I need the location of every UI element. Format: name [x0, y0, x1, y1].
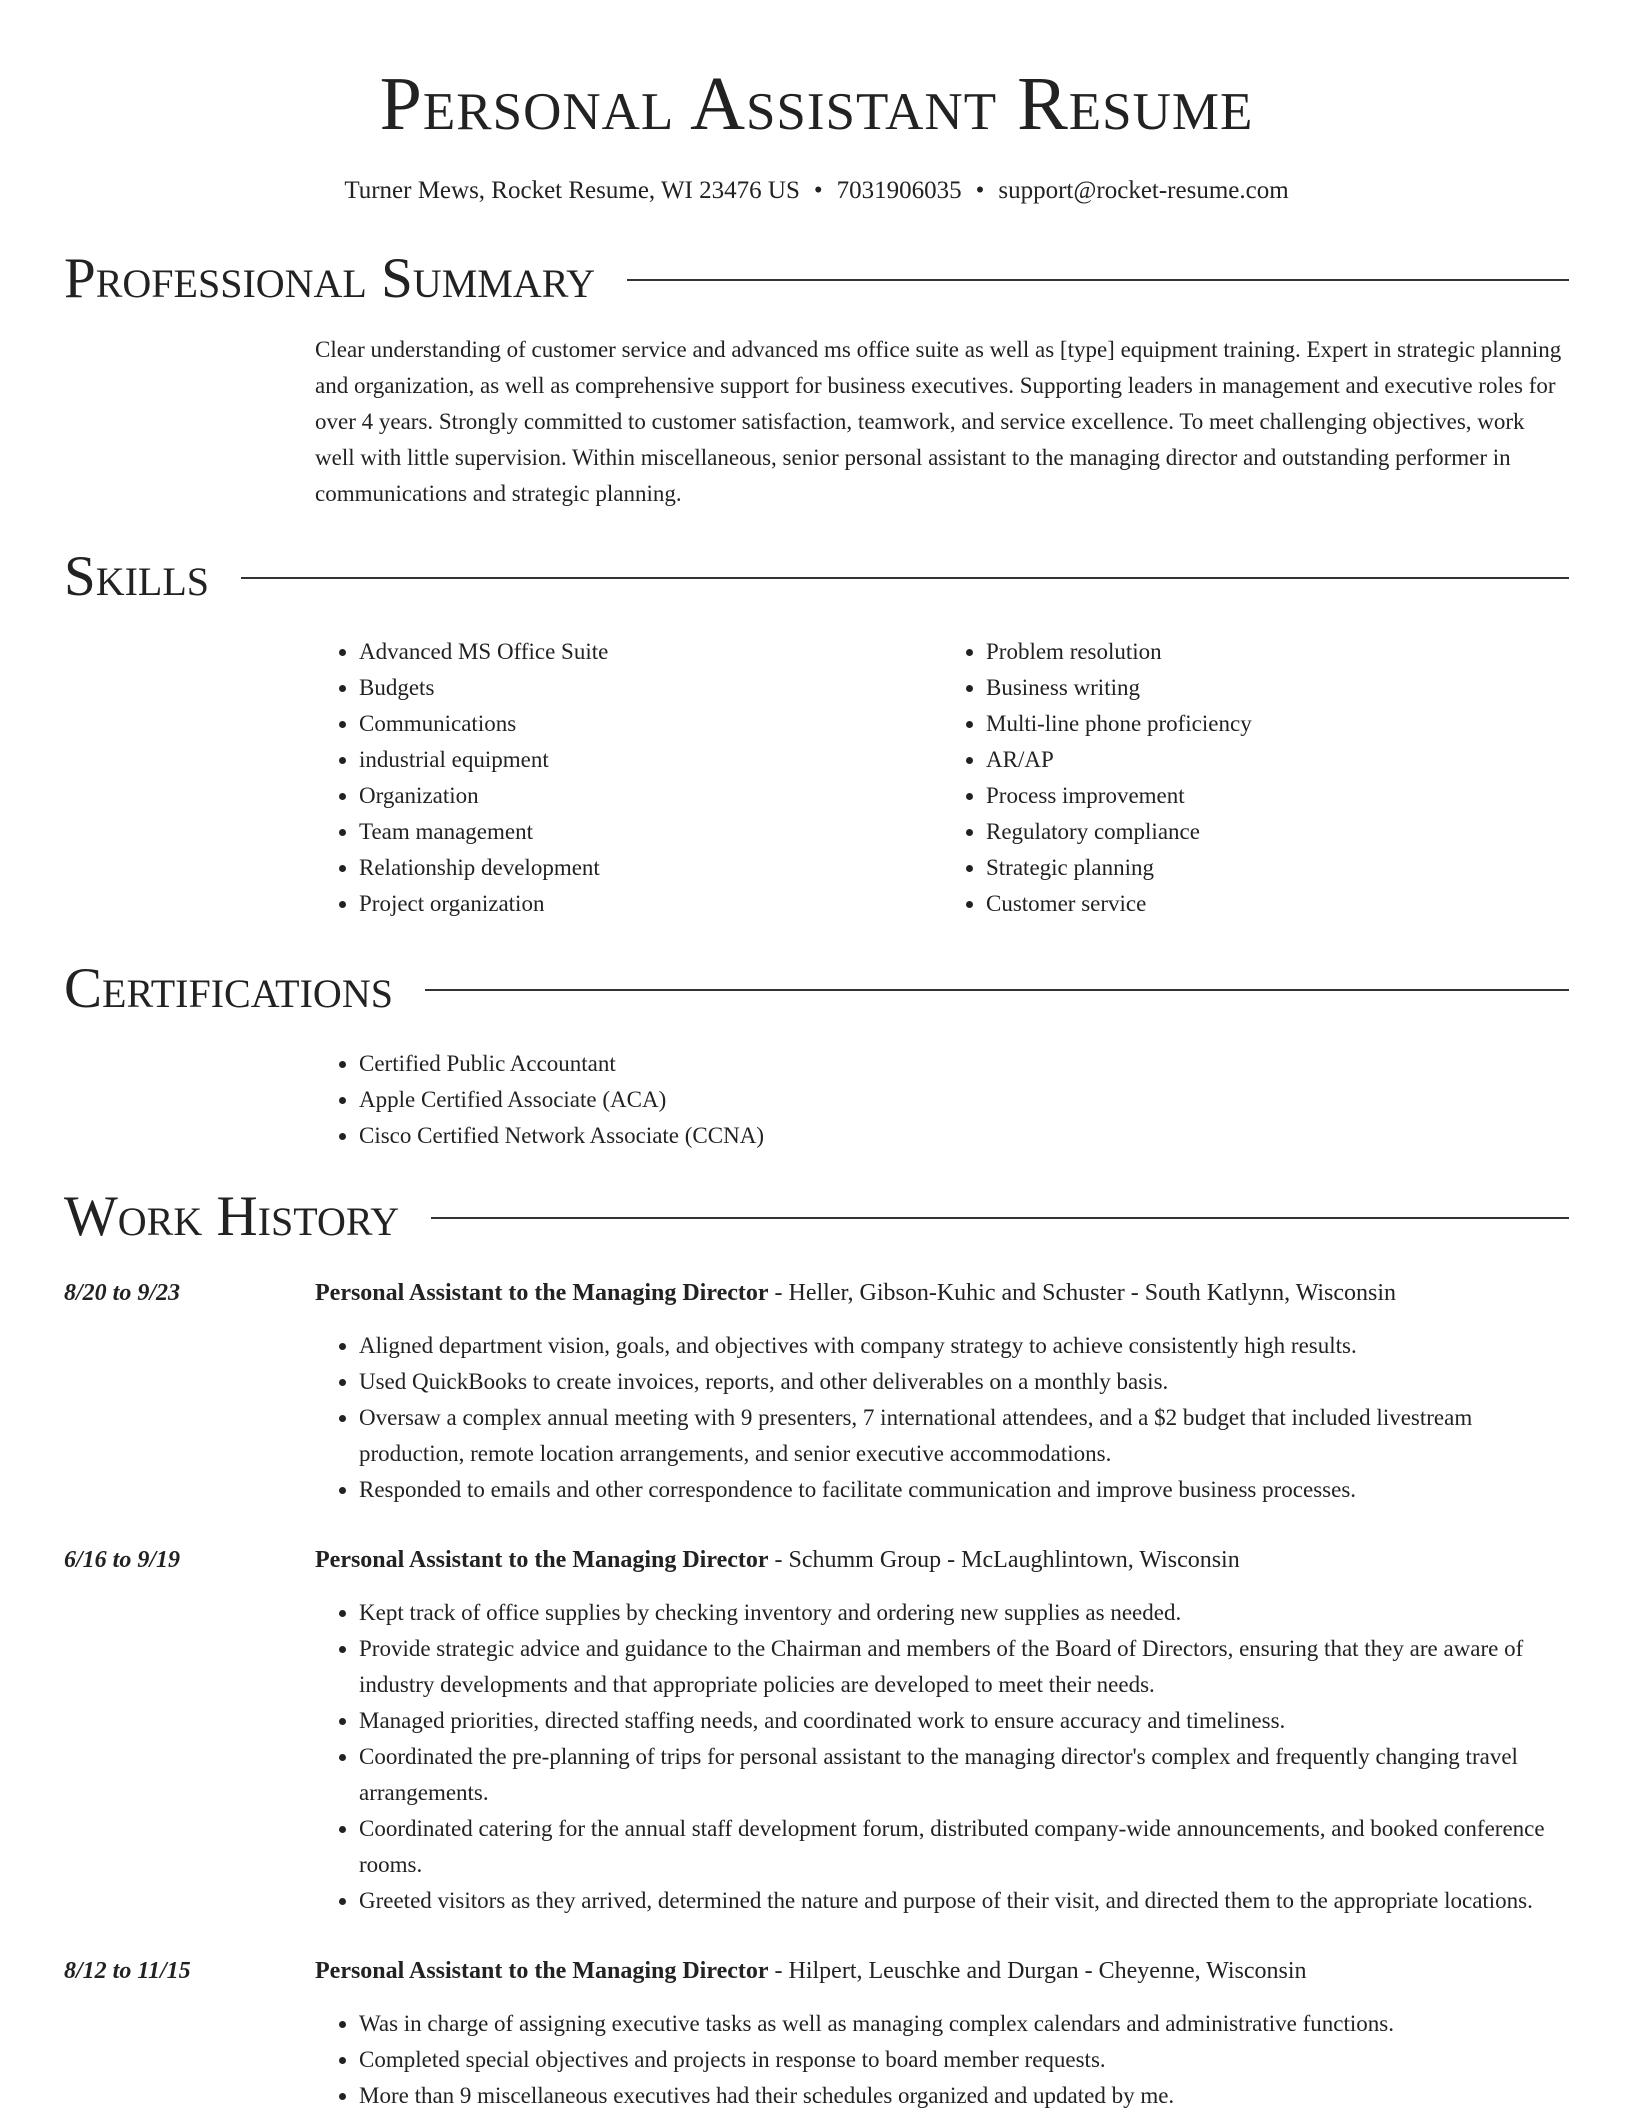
job-bullets [315, 1595, 1569, 1919]
work-history-section-heading [64, 1184, 1569, 1250]
job-bullet: • Coordinated the pre-planning of trips for personal assistant to the managing director's complex and frequently changing travel arrangements. [359, 1739, 1569, 1811]
job-bullet: • Was in charge of assigning executive tasks as well as managing complex calendars and administrative functions. [359, 2006, 1569, 2042]
job-employer-location: - Heller, Gibson-Kuhic and Schuster - South Katlynn, Wisconsin [768, 1280, 1397, 1306]
job-bullets [315, 2006, 1569, 2114]
job-bullet: • Used QuickBooks to create invoices, reports, and other deliverables on a monthly basis. [359, 1364, 1569, 1400]
skill-item: • Advanced MS Office Suite [359, 634, 942, 670]
section-divider [425, 989, 1569, 991]
job-entry [64, 1542, 1569, 1919]
resume-page [64, 0, 1569, 2114]
job-body [315, 1953, 1569, 2114]
certifications-section-heading [64, 956, 1569, 1022]
job-bullet: • Provide strategic advice and guidance to the Chairman and members of the Board of Directors, ensuring that they are aware of industry developments and that appropriate policies are developed to meet their needs. [359, 1631, 1569, 1703]
skill-item: • Customer service [986, 886, 1569, 922]
job-bullet: • More than 9 miscellaneous executives had their schedules organized and updated by me. [359, 2078, 1569, 2114]
job-bullet: • Kept track of office supplies by checking inventory and ordering new supplies as needed. [359, 1595, 1569, 1631]
contact-separator: • [813, 177, 823, 204]
skill-item: • Multi-line phone proficiency [986, 706, 1569, 742]
job-employer-location: - Hilpert, Leuschke and Durgan - Cheyenne, Wisconsin [768, 1958, 1307, 1984]
skill-item: • Strategic planning [986, 850, 1569, 886]
job-title: Personal Assistant to the Managing Director [315, 1958, 769, 1984]
skills-section-heading [64, 544, 1569, 610]
contact-separator: • [975, 177, 985, 204]
summary-section-heading [64, 246, 1569, 312]
job-body [315, 1275, 1569, 1508]
job-bullet: • Oversaw a complex annual meeting with 9 presenters, 7 international attendees, and a $2 budget that included livestream production, remote location arrangements, and senior executive accommodations. [359, 1400, 1569, 1472]
job-bullet: • Responded to emails and other correspondence to facilitate communication and improve business processes. [359, 1472, 1569, 1508]
job-bullet: • Greeted visitors as they arrived, determined the nature and purpose of their visit, and directed them to the appropriate locations. [359, 1883, 1569, 1919]
certification-item: • Apple Certified Associate (ACA) [359, 1082, 1569, 1118]
job-bullet: • Completed special objectives and projects in response to board member requests. [359, 2042, 1569, 2078]
job-dates: 8/20 to 9/23 [64, 1280, 181, 1306]
job-title-line [315, 1542, 1569, 1578]
skill-item: • Team management [359, 814, 942, 850]
job-title-line [315, 1953, 1569, 1989]
certifications-heading: Certifications [64, 957, 393, 1020]
job-bullet: • Managed priorities, directed staffing needs, and coordinated work to ensure accuracy and timeliness. [359, 1703, 1569, 1739]
skill-item: • industrial equipment [359, 742, 942, 778]
skills-heading: Skills [64, 545, 210, 608]
skill-item: • Budgets [359, 670, 942, 706]
certification-item: • Cisco Certified Network Associate (CCNA) [359, 1118, 1569, 1154]
summary-heading: Professional Summary [64, 247, 596, 310]
contact-phone: 7031906035 [836, 177, 962, 204]
skills-right-column [942, 634, 1569, 922]
skills-left-column [315, 634, 942, 922]
resume-title: Personal Assistant Resume [379, 62, 1254, 146]
job-bullet: • Coordinated catering for the annual staff development forum, distributed company-wide announcements, and booked conference rooms. [359, 1811, 1569, 1883]
skill-item: • Communications [359, 706, 942, 742]
certification-item: • Certified Public Accountant [359, 1046, 1569, 1082]
skill-item: • Problem resolution [986, 634, 1569, 670]
job-employer-location: - Schumm Group - McLaughlintown, Wisconsin [768, 1547, 1240, 1573]
certifications-list [315, 1046, 1569, 1154]
skill-item: • Relationship development [359, 850, 942, 886]
skills-list [315, 634, 1569, 922]
job-entry [64, 1275, 1569, 1508]
job-title: Personal Assistant to the Managing Director [315, 1547, 769, 1573]
job-title: Personal Assistant to the Managing Director [315, 1280, 769, 1306]
skill-item: • Regulatory compliance [986, 814, 1569, 850]
job-bullets [315, 1328, 1569, 1508]
job-bullet: • Aligned department vision, goals, and objectives with company strategy to achieve consistently high results. [359, 1328, 1569, 1364]
job-entry [64, 1953, 1569, 2114]
skill-item: • Process improvement [986, 778, 1569, 814]
section-divider [627, 279, 1569, 281]
work-history-heading: Work History [64, 1185, 400, 1248]
contact-line [64, 174, 1569, 208]
job-body [315, 1542, 1569, 1919]
skill-item: • AR/AP [986, 742, 1569, 778]
summary-text: Clear understanding of customer service and advanced ms office suite as well as [type] equipment training. Expert in strategic planning and organization, as well as comprehensive support for business executives. Supporting leaders in management and executive roles for over 4 years. Strongly committed to customer satisfaction, teamwork, and service excellence. To meet challenging objectives, work well with little supervision. Within miscellaneous, senior personal assistant to the managing director and outstanding performer in communications and strategic planning. [315, 337, 1562, 506]
skill-item: • Organization [359, 778, 942, 814]
section-divider [431, 1217, 1569, 1219]
job-dates: 6/16 to 9/19 [64, 1547, 181, 1573]
skill-item: • Project organization [359, 886, 942, 922]
section-divider [241, 577, 1569, 579]
skill-item: • Business writing [986, 670, 1569, 706]
contact-email: support@rocket-resume.com [998, 177, 1289, 204]
job-dates: 8/12 to 11/15 [64, 1958, 191, 1984]
contact-address: Turner Mews, Rocket Resume, WI 23476 US [344, 177, 800, 204]
job-title-line [315, 1275, 1569, 1311]
